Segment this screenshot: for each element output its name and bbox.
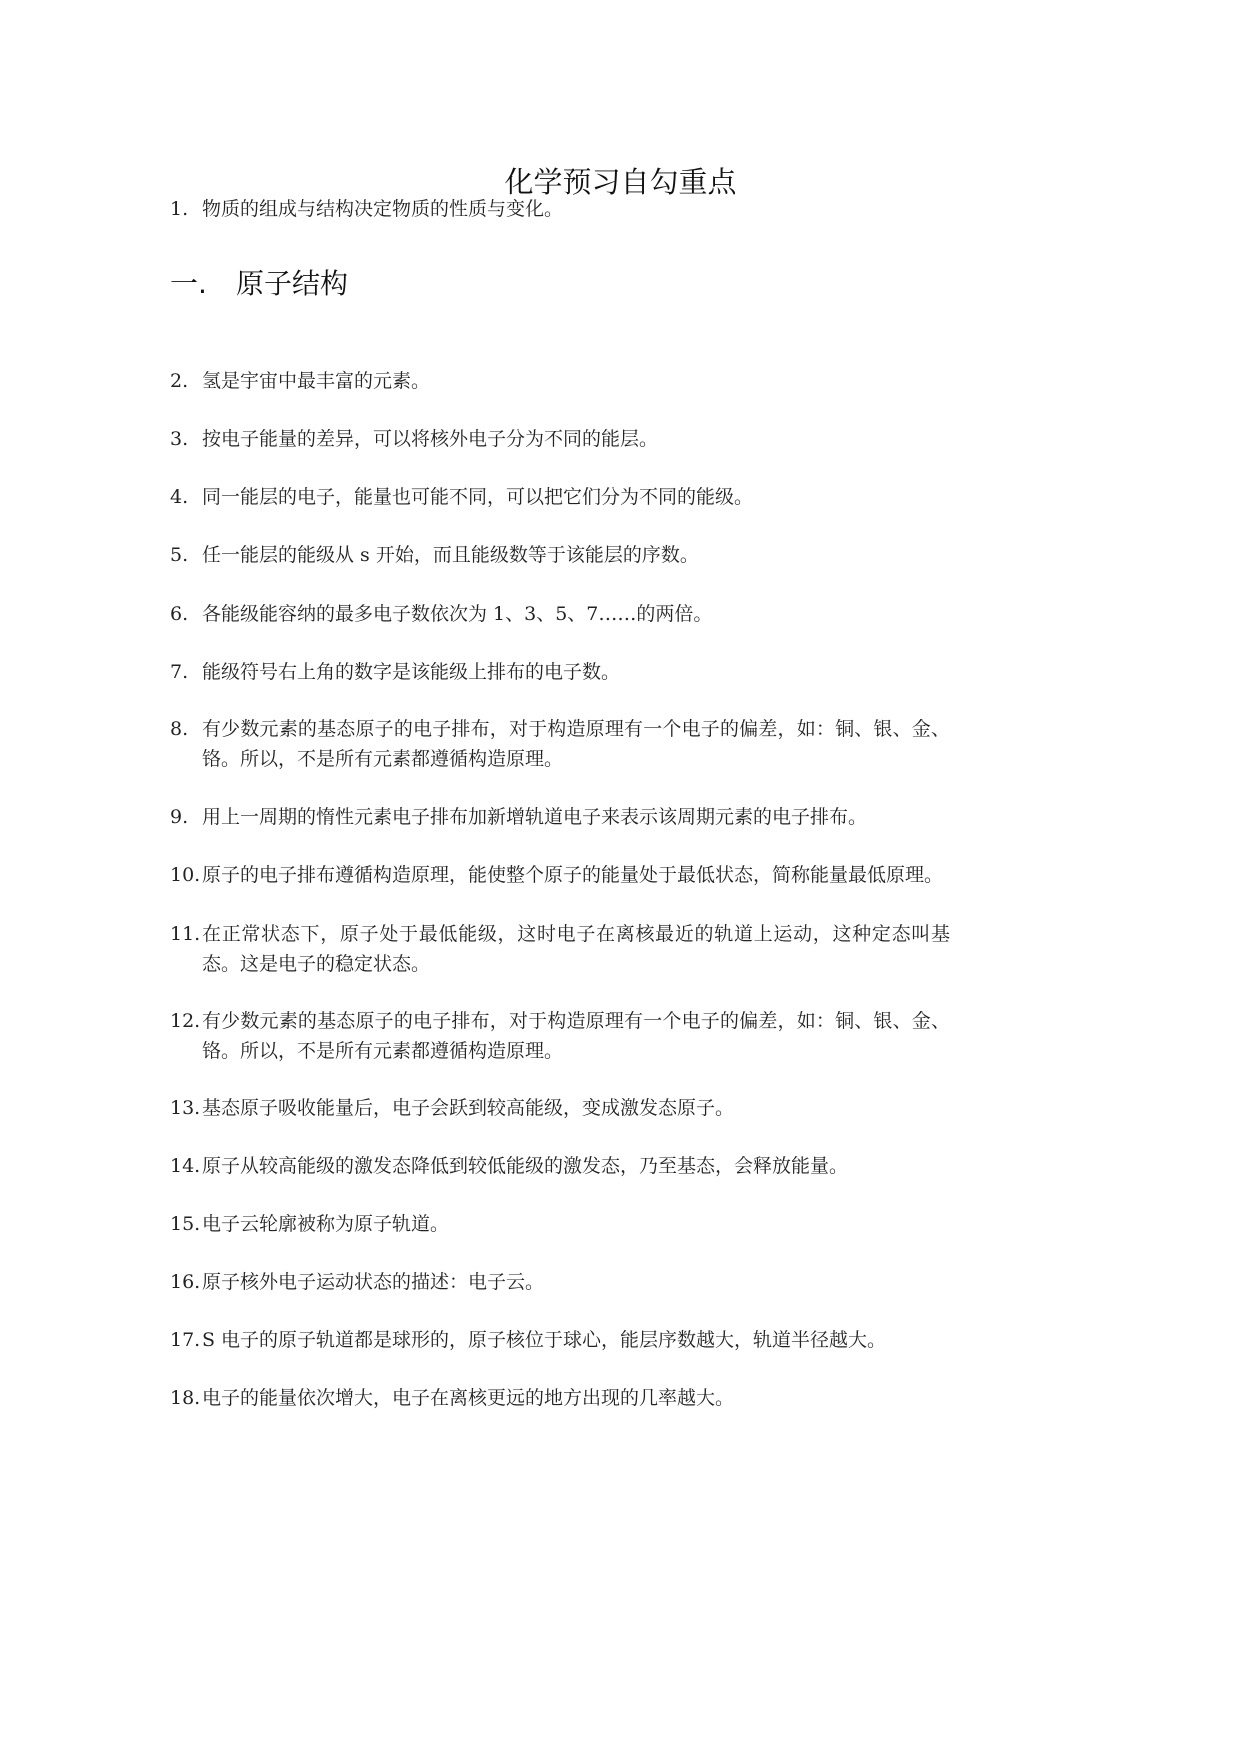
- list-item: [170, 657, 950, 687]
- item-number: 4.: [170, 486, 189, 508]
- item-text: 有少数元素的基态原子的电子排布，对于构造原理有一个电子的偏差，如：铜、银、金、铬。所以，不是所有元素都遵循构造原理。: [202, 718, 950, 770]
- item-number: 2.: [170, 370, 189, 392]
- item-text: S 电子的原子轨道都是球形的，原子核位于球心，能层序数越大，轨道半径越大。: [202, 1329, 887, 1351]
- list-item: [170, 802, 950, 832]
- item-text: 能级符号右上角的数字是该能级上排布的电子数。: [202, 661, 621, 683]
- section-number: 一.: [170, 267, 207, 300]
- item-number: 1.: [170, 198, 189, 220]
- item-number: 11.: [170, 923, 201, 945]
- list-item: [170, 424, 950, 454]
- item-text: 按电子能量的差异，可以将核外电子分为不同的能层。: [202, 428, 659, 450]
- item-number: 18.: [170, 1387, 201, 1409]
- item-number: 15.: [170, 1213, 201, 1235]
- item-number: 8.: [170, 718, 189, 740]
- item-text: 任一能层的能级从 s 开始，而且能级数等于该能层的序数。: [202, 544, 699, 566]
- item-number: 13.: [170, 1097, 201, 1119]
- item-text: 各能级能容纳的最多电子数依次为 1、3、5、7……的两倍。: [202, 603, 713, 625]
- list-item: [170, 366, 950, 396]
- item-text: 同一能层的电子，能量也可能不同，可以把它们分为不同的能级。: [202, 486, 754, 508]
- list-item: [170, 599, 950, 629]
- list-item: [170, 482, 950, 512]
- item-text: 原子从较高能级的激发态降低到较低能级的激发态，乃至基态，会释放能量。: [202, 1155, 849, 1177]
- item-number: 10.: [170, 864, 201, 886]
- item-number: 12.: [170, 1010, 201, 1032]
- item-number: 5.: [170, 544, 189, 566]
- item-number: 14.: [170, 1155, 201, 1177]
- list-item: [170, 194, 950, 224]
- item-text: 物质的组成与结构决定物质的性质与变化。: [202, 198, 564, 220]
- item-number: 9.: [170, 806, 189, 828]
- item-number: 3.: [170, 428, 189, 450]
- item-text: 在正常状态下，原子处于最低能级，这时电子在离核最近的轨道上运动，这种定态叫基态。这是电子的稳定状态。: [202, 923, 950, 975]
- list-item: [170, 919, 950, 979]
- item-text: 原子核外电子运动状态的描述：电子云。: [202, 1271, 545, 1293]
- item-number: 17.: [170, 1329, 201, 1351]
- list-item: [170, 1006, 950, 1066]
- list-item: [170, 1267, 950, 1297]
- list-item: [170, 1093, 950, 1123]
- list-item: [170, 1325, 950, 1355]
- item-text: 电子的能量依次增大，电子在离核更远的地方出现的几率越大。: [202, 1387, 735, 1409]
- list-item: [170, 1383, 950, 1413]
- list-item: [170, 714, 950, 774]
- item-number: 16.: [170, 1271, 201, 1293]
- item-text: 电子云轮廓被称为原子轨道。: [202, 1213, 450, 1235]
- document-title: 化学预习自勾重点: [504, 165, 737, 199]
- item-text: 用上一周期的惰性元素电子排布加新增轨道电子来表示该周期元素的电子排布。: [202, 806, 868, 828]
- list-item: [170, 540, 950, 570]
- section-heading: [170, 262, 348, 302]
- item-text: 氢是宇宙中最丰富的元素。: [202, 370, 431, 392]
- item-text: 原子的电子排布遵循构造原理，能使整个原子的能量处于最低状态，简称能量最低原理。: [202, 864, 944, 886]
- list-item: [170, 1151, 950, 1181]
- section-title: 原子结构: [236, 267, 349, 300]
- item-number: 7.: [170, 661, 189, 683]
- item-text: 有少数元素的基态原子的电子排布，对于构造原理有一个电子的偏差，如：铜、银、金、铬。所以，不是所有元素都遵循构造原理。: [202, 1010, 950, 1062]
- list-item: [170, 1209, 950, 1239]
- list-item: [170, 860, 950, 890]
- item-text: 基态原子吸收能量后，电子会跃到较高能级，变成激发态原子。: [202, 1097, 735, 1119]
- item-number: 6.: [170, 603, 189, 625]
